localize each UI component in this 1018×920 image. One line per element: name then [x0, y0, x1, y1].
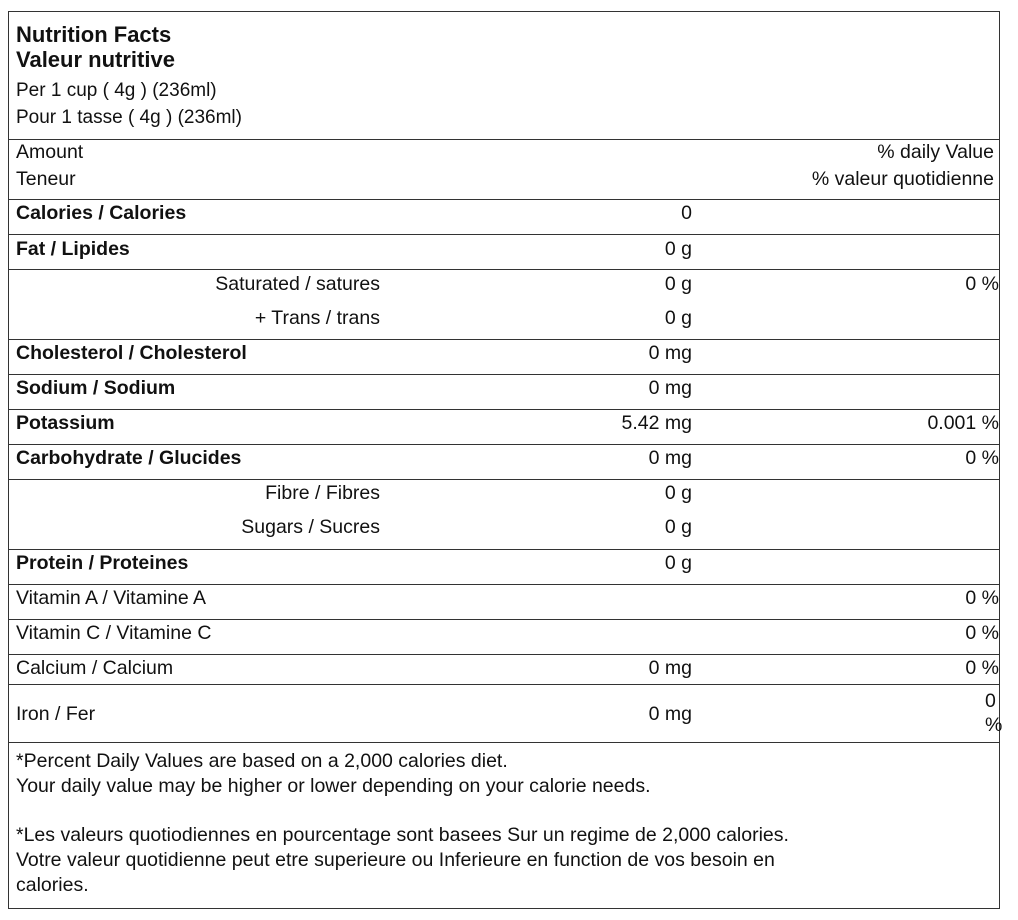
nutrient-amount: 0 mg	[648, 447, 692, 469]
divider	[9, 684, 999, 685]
divider	[9, 584, 999, 585]
footnote-english-line-1: *Percent Daily Values are based on a 2,000 calories diet.	[16, 750, 508, 772]
nutrient-amount: 0	[681, 202, 692, 224]
divider	[9, 269, 999, 270]
nutrient-amount: 0 g	[664, 482, 692, 504]
footnote-english	[16, 749, 991, 799]
divider	[9, 409, 999, 410]
divider	[9, 234, 999, 235]
nutrient-name: Cholesterol / Cholesterol	[16, 342, 247, 364]
footnote-french-line-2: Votre valeur quotidienne peut etre superieure ou Inferieure en function de vos besoin en	[16, 849, 775, 871]
nutrient-amount: 0 mg	[648, 377, 692, 399]
nutrient-name: Calories / Calories	[16, 202, 187, 224]
nutrient-daily-value: 0 %	[965, 273, 999, 295]
serving-size-french: Pour 1 tasse ( 4g ) (236ml)	[16, 107, 242, 128]
nutrient-amount: 0 mg	[648, 703, 692, 725]
nutrient-name: Iron / Fer	[16, 703, 96, 725]
nutrient-name: Carbohydrate / Glucides	[16, 447, 242, 469]
nutrient-name: Potassium	[16, 412, 115, 434]
nutrient-name: Calcium / Calcium	[16, 657, 174, 679]
nutrient-name: Protein / Proteines	[16, 552, 189, 574]
divider	[9, 654, 999, 655]
divider	[9, 444, 999, 445]
footnote-french-line-3: calories.	[16, 874, 89, 896]
daily-value-label-english: % daily Value	[877, 141, 994, 163]
serving-size-english: Per 1 cup ( 4g ) (236ml)	[16, 80, 217, 101]
nutrient-amount: 0 g	[664, 307, 692, 329]
nutrient-amount: 0 g	[664, 516, 692, 538]
nutrient-amount: 0 g	[664, 238, 692, 260]
nutrient-name: Fat / Lipides	[16, 238, 130, 260]
divider	[9, 742, 999, 743]
nutrient-name: Saturated / satures	[215, 273, 380, 295]
nutrient-name: + Trans / trans	[254, 307, 380, 329]
nutrient-daily-value: 0 %	[965, 622, 999, 644]
nutrient-daily-value: 0 %	[985, 690, 1003, 736]
nutrient-name: Vitamin C / Vitamine C	[16, 622, 212, 644]
nutrient-name: Vitamin A / Vitamine A	[16, 587, 207, 609]
nutrient-daily-value: 0 %	[965, 447, 999, 469]
footnote-french	[16, 823, 991, 898]
title-french: Valeur nutritive	[16, 47, 175, 72]
footnote-french-line-1: *Les valeurs quotiodiennes en pourcentage sont basees Sur un regime de 2,000 calories.	[16, 824, 789, 846]
nutrient-name: Sodium / Sodium	[16, 377, 176, 399]
title-english: Nutrition Facts	[16, 22, 172, 47]
nutrient-amount: 0 g	[664, 273, 692, 295]
nutrient-daily-value: 0.001 %	[927, 412, 999, 434]
nutrient-daily-value: 0 %	[965, 587, 999, 609]
nutrient-amount: 5.42 mg	[621, 412, 692, 434]
amount-column-header	[16, 139, 83, 193]
amount-label-french: Teneur	[16, 168, 76, 190]
daily-value-column-header	[812, 139, 994, 193]
amount-label-english: Amount	[16, 141, 84, 163]
nutrient-name: Fibre / Fibres	[265, 482, 380, 504]
daily-value-label-french: % valeur quotidienne	[811, 168, 994, 190]
footnote-english-line-2: Your daily value may be higher or lower depending on your calorie needs.	[16, 775, 651, 797]
nutrient-daily-value: 0 %	[965, 657, 999, 679]
nutrient-amount: 0 g	[664, 552, 692, 574]
divider	[9, 374, 999, 375]
nutrient-amount: 0 mg	[648, 657, 692, 679]
divider	[9, 619, 999, 620]
nutrient-name: Sugars / Sucres	[241, 516, 380, 538]
divider	[9, 339, 999, 340]
nutrition-facts-panel	[8, 11, 1003, 909]
divider	[9, 549, 999, 550]
divider	[9, 199, 999, 200]
divider	[9, 479, 999, 480]
nutrient-amount: 0 mg	[648, 342, 692, 364]
